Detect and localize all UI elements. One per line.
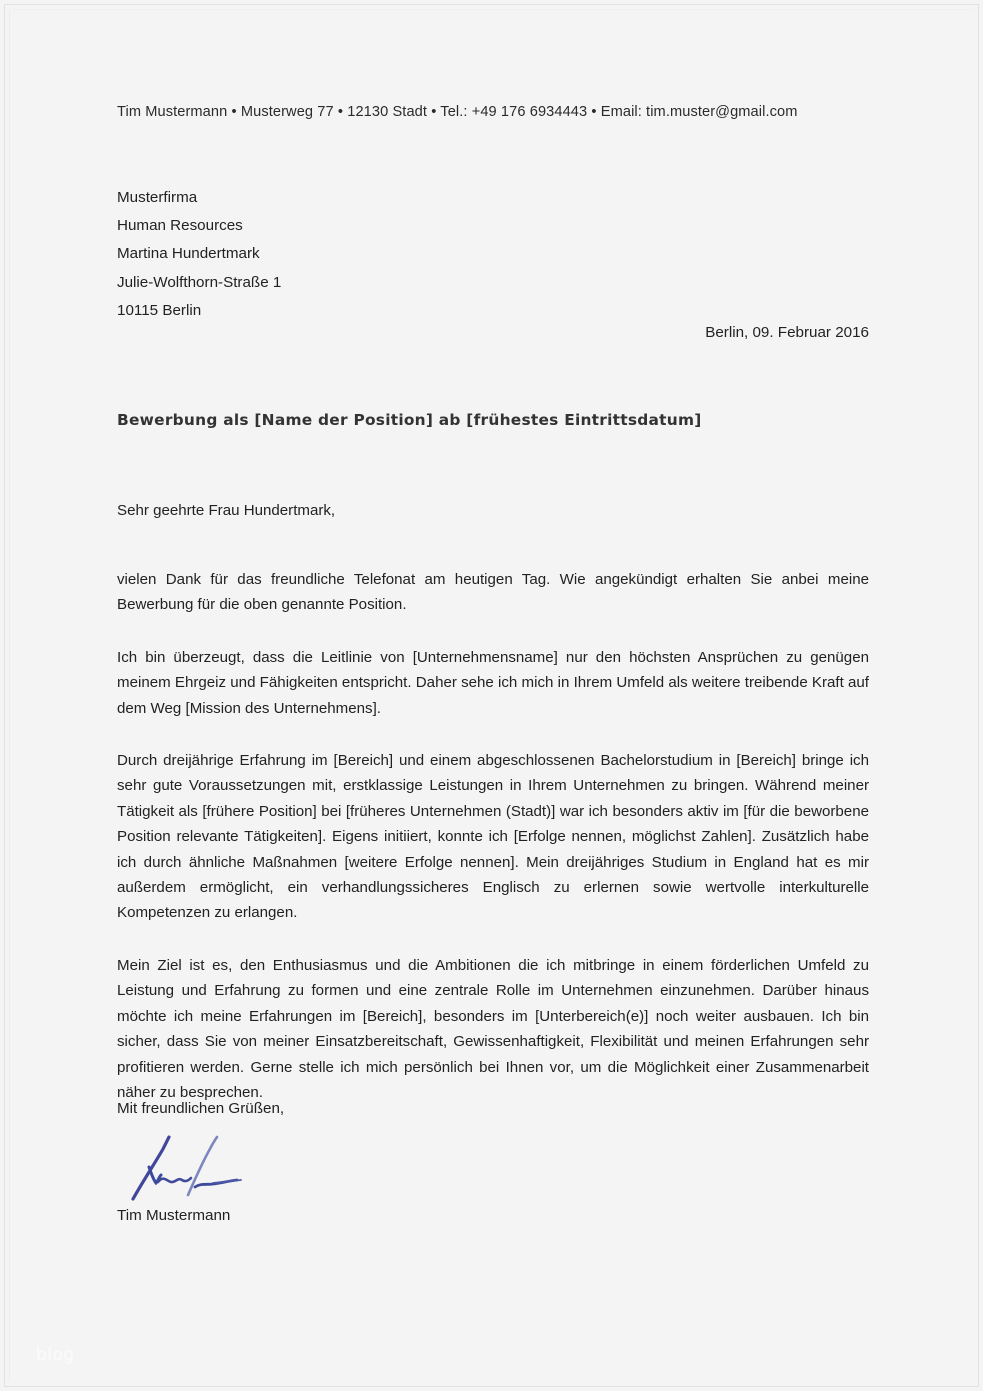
sender-header-line: Tim Mustermann • Musterweg 77 • 12130 Stadt • Tel.: +49 176 6934443 • Email: tim.muster@gmail.com: [117, 104, 798, 120]
signer-name: Tim Mustermann: [117, 1207, 231, 1224]
body-paragraph: Mein Ziel ist es, den Enthusiasmus und die Ambitionen die ich mitbringe in einem förderlichen Umfeld zu Leistung und Erfahrung zu formen und eine zentrale Rolle im Unternehmen einzunehmen. Darüber hinaus möchte ich meine Erfahrungen im [Bereich], besonders im [Unterbereich(e)] noch weiter ausbauen. Ich bin sicher, dass Sie von meiner Einsatzbereitschaft, Gewissenhaftigkeit, Flexibilität und meinen Erfahrungen sehr profitieren werden. Gerne stelle ich mich persönlich bei Ihnen vor, um die Möglichkeit einer Zusammenarbeit näher zu besprechen.: [117, 956, 869, 1101]
closing-block: [117, 1100, 869, 1224]
handwritten-signature-icon: [125, 1125, 285, 1203]
subject-line: Bewerbung als [Name der Position] ab [frühestes Eintrittsdatum]: [117, 411, 702, 429]
corner-watermark: blog: [36, 1345, 75, 1365]
body-paragraph: vielen Dank für das freundliche Telefonat am heutigen Tag. Wie angekündigt erhalten Sie anbei meine Bewerbung für die oben genannte Position.: [117, 571, 869, 614]
recipient-department: Human Resources: [117, 217, 243, 235]
signature-image: [125, 1125, 285, 1203]
recipient-address-block: [117, 184, 577, 325]
place-and-date: Berlin, 09. Februar 2016: [705, 324, 869, 341]
recipient-person: Martina Hundertmark: [117, 245, 260, 263]
letter-body: [117, 500, 869, 1105]
recipient-city: 10115 Berlin: [117, 301, 202, 319]
recipient-company: Musterfirma: [117, 189, 198, 206]
recipient-street: Julie-Wolfthorn-Straße 1: [117, 273, 282, 291]
valediction: Mit freundlichen Grüßen,: [117, 1100, 285, 1117]
body-paragraph: Durch dreijährige Erfahrung im [Bereich] und einem abgeschlossenen Bachelorstudium in [Bereich] bringe ich sehr gute Voraussetzungen mit, erstklassige Leistungen in Ihrem Unternehmen zu bringen. Während meiner Tätigkeit als [frühere Position] bei [früheres Unternehmen (Stadt)] war ich besonders aktiv im [für die beworbene Position relevante Tätigkeiten]. Eigens initiiert, konnte ich [Erfolge nennen, möglichst Zahlen]. Zusätzlich habe ich durch ähnliche Maßnahmen [weitere Erfolge nennen]. Mein dreijähriges Studium in England hat es mir außerdem ermöglicht, ein verhandlungssicheres Englisch zu erlernen sowie wertvolle interkulturelle Kompetenzen zu erlangen.: [117, 752, 869, 922]
salutation: Sehr geehrte Frau Hundertmark,: [117, 502, 336, 519]
body-paragraph: Ich bin überzeugt, dass die Leitlinie von [Unternehmensname] nur den höchsten Ansprüchen zu genügen meinem Ehrgeiz und Fähigkeiten entspricht. Daher sehe ich mich in Ihrem Umfeld als weitere treibende Kraft auf dem Weg [Mission des Unternehmens].: [117, 648, 869, 717]
